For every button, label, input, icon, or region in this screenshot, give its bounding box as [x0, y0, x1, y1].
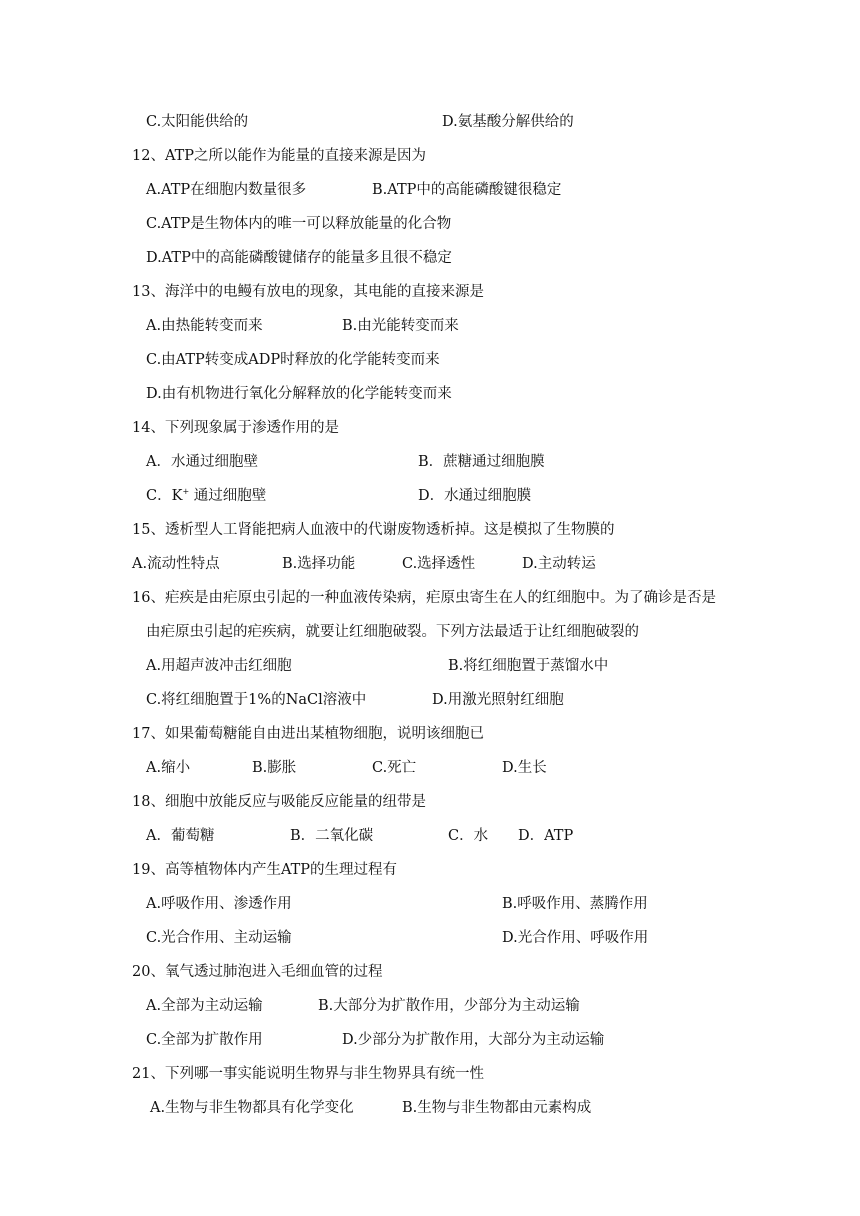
potassium-charge: +: [182, 487, 190, 496]
option-a: A．葡萄糖: [146, 828, 215, 844]
option-a: A．水通过细胞壁: [146, 454, 258, 470]
option-b: B.膨胀: [252, 760, 297, 776]
option-a: A.ATP在细胞内数量很多: [146, 182, 307, 198]
question-19: 19、高等植物体内产生ATP的生理过程有: [132, 862, 398, 878]
option-b: B．二氧化碳: [290, 828, 374, 844]
option-c: [146, 486, 266, 506]
question-13: 13、海洋中的电鳗有放电的现象，其电能的直接来源是: [132, 284, 484, 300]
option-d: D.用激光照射红细胞: [432, 692, 564, 708]
option-b: B.将红细胞置于蒸馏水中: [448, 658, 609, 674]
question-14: 14、下列现象属于渗透作用的是: [132, 420, 339, 436]
option-a: A.流动性特点: [132, 556, 220, 572]
option-d: D.主动转运: [522, 556, 596, 572]
option-c: C.将红细胞置于1%的NaCl溶液中: [146, 692, 367, 708]
option-c-text: 通过细胞壁: [193, 488, 267, 504]
question-17: 17、如果葡萄糖能自由进出某植物细胞，说明该细胞已: [132, 726, 484, 742]
option-a: A.缩小: [146, 760, 191, 776]
option-d: D.光合作用、呼吸作用: [502, 930, 649, 946]
option-b: B.ATP中的高能磷酸键很稳定: [372, 182, 562, 198]
option-b: B.呼吸作用、蒸腾作用: [502, 896, 648, 912]
option-b: B.选择功能: [282, 556, 356, 572]
option-c: C.全部为扩散作用: [146, 1032, 263, 1048]
question-16: 16、疟疾是由疟原虫引起的一种血液传染病，疟原虫寄生在人的红细胞中。为了确诊是否是: [132, 590, 716, 606]
option-b: B.大部分为扩散作用，少部分为主动运输: [318, 998, 580, 1014]
question-21: 21、下列哪一事实能说明生物界与非生物界具有统一性: [132, 1066, 484, 1082]
option-a: A.生物与非生物都具有化学变化: [150, 1100, 354, 1116]
question-20: 20、氧气透过肺泡进入毛细血管的过程: [132, 964, 383, 980]
question-18: 18、细胞中放能反应与吸能反应能量的纽带是: [132, 794, 426, 810]
option-a: A.用超声波冲击红细胞: [146, 658, 292, 674]
option-a: A.由热能转变而来: [146, 318, 263, 334]
option-d: D．水通过细胞膜: [418, 488, 532, 504]
option-c: C.选择透性: [402, 556, 476, 572]
question-16-cont: 由疟原虫引起的疟疾病，就要让红细胞破裂。下列方法最适于让红细胞破裂的: [146, 624, 639, 640]
option-b: B．蔗糖通过细胞膜: [418, 454, 545, 470]
option-d: D.少部分为扩散作用，大部分为主动运输: [342, 1032, 605, 1048]
option-c: C.ATP是生物体内的唯一可以释放能量的化合物: [146, 216, 452, 232]
option-c: C.太阳能供给的: [146, 114, 249, 130]
option-d: D.由有机物进行氧化分解释放的化学能转变而来: [146, 386, 452, 402]
option-c: C.由ATP转变成ADP时释放的化学能转变而来: [146, 352, 440, 368]
option-d: D．ATP: [518, 828, 574, 844]
question-15: 15、透析型人工肾能把病人血液中的代谢废物透析掉。这是模拟了生物膜的: [132, 522, 615, 538]
option-b: B.生物与非生物都由元素构成: [402, 1100, 592, 1116]
option-a: A.呼吸作用、渗透作用: [146, 896, 292, 912]
option-c-prefix: C．K: [146, 488, 183, 504]
option-b: B.由光能转变而来: [342, 318, 459, 334]
option-d: D.生长: [502, 760, 547, 776]
option-d: D.ATP中的高能磷酸键储存的能量多且很不稳定: [146, 250, 452, 266]
option-c: C．水: [448, 828, 489, 844]
option-c: C.死亡: [372, 760, 417, 776]
option-c: C.光合作用、主动运输: [146, 930, 292, 946]
question-12: 12、ATP之所以能作为能量的直接来源是因为: [132, 148, 427, 164]
option-d: D.氨基酸分解供给的: [442, 114, 574, 130]
option-a: A.全部为主动运输: [146, 998, 263, 1014]
